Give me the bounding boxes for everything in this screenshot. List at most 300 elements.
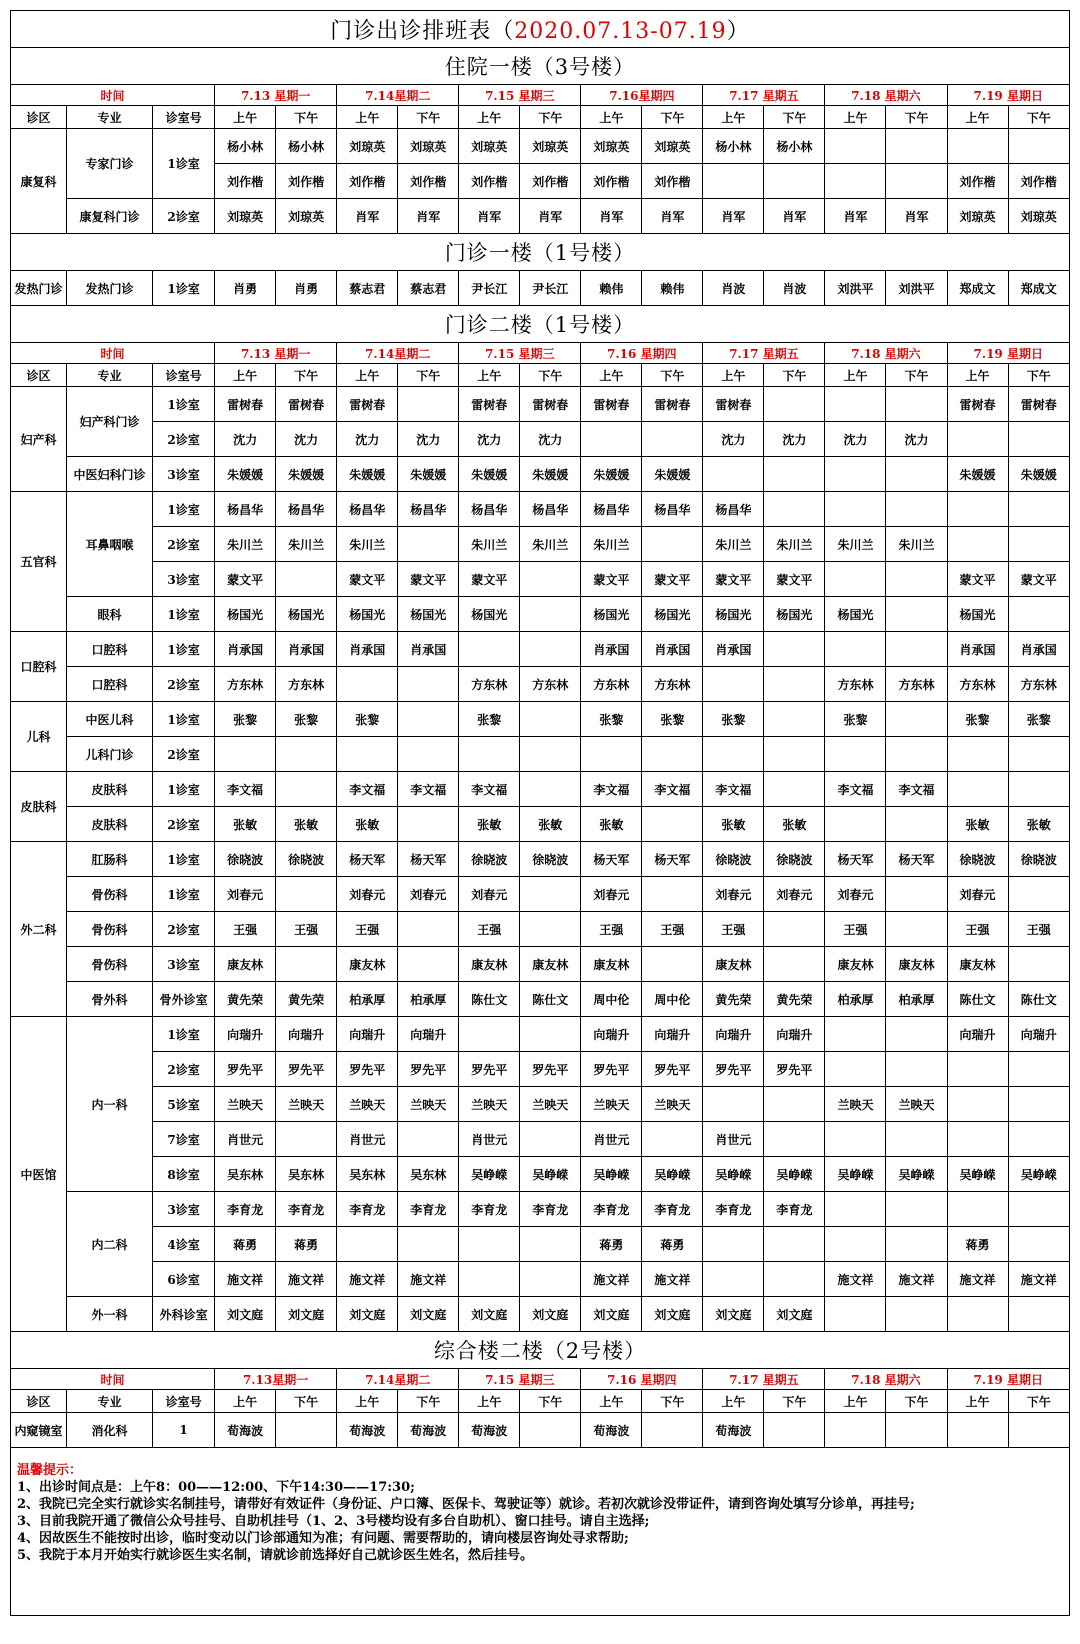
doctor-cell xyxy=(337,667,398,702)
doctor-cell: 李育龙 xyxy=(276,1192,337,1227)
doctor-cell: 杨国光 xyxy=(337,597,398,632)
doctor-cell: 蒋勇 xyxy=(276,1227,337,1262)
doctor-cell: 李育龙 xyxy=(581,1192,642,1227)
doctor-cell: 杨国光 xyxy=(276,597,337,632)
section-title: 门诊一楼（1号楼） xyxy=(11,234,1070,271)
pm-header: 下午 xyxy=(764,364,825,387)
doctor-cell: 沈力 xyxy=(276,422,337,457)
spec-cell: 口腔科 xyxy=(67,667,153,702)
doctor-cell: 向瑞升 xyxy=(764,1017,825,1052)
doctor-cell: 向瑞升 xyxy=(642,1017,703,1052)
doctor-cell xyxy=(825,457,886,492)
time-label: 时间 xyxy=(11,85,215,106)
day-header: 7.19 星期日 xyxy=(947,343,1070,364)
doctor-cell: 王强 xyxy=(1008,912,1069,947)
doctor-cell: 周中伦 xyxy=(642,982,703,1017)
doctor-cell: 朱媛媛 xyxy=(459,457,520,492)
doctor-cell xyxy=(947,772,1008,807)
doctor-cell: 杨国光 xyxy=(825,597,886,632)
spec-cell: 骨伤科 xyxy=(67,877,153,912)
doctor-cell: 向瑞升 xyxy=(703,1017,764,1052)
doctor-cell: 方东林 xyxy=(520,667,581,702)
room-cell: 2诊室 xyxy=(153,912,215,947)
spec-cell: 肛肠科 xyxy=(67,842,153,877)
doctor-cell: 赖伟 xyxy=(581,271,642,306)
room-cell: 8诊室 xyxy=(153,1157,215,1192)
doctor-cell xyxy=(398,702,459,737)
doctor-cell: 吴峥嵘 xyxy=(825,1157,886,1192)
doctor-cell: 朱媛媛 xyxy=(642,457,703,492)
doctor-cell: 黄先荣 xyxy=(703,982,764,1017)
doctor-cell: 肖世元 xyxy=(703,1122,764,1157)
doctor-cell: 王强 xyxy=(337,912,398,947)
doctor-cell: 雷树春 xyxy=(581,387,642,422)
doctor-cell xyxy=(520,1413,581,1448)
am-header: 上午 xyxy=(337,364,398,387)
doctor-cell: 方东林 xyxy=(886,667,947,702)
doctor-cell xyxy=(1008,1192,1069,1227)
doctor-cell xyxy=(886,807,947,842)
doctor-cell xyxy=(215,737,276,772)
day-header: 7.16 星期四 xyxy=(581,1369,703,1390)
doctor-cell: 沈力 xyxy=(703,422,764,457)
doctor-cell: 康友林 xyxy=(825,947,886,982)
doctor-cell: 吴峥嵘 xyxy=(703,1157,764,1192)
doctor-cell: 王强 xyxy=(642,912,703,947)
doctor-cell: 张黎 xyxy=(642,702,703,737)
doctor-cell: 肖军 xyxy=(825,199,886,234)
day-header: 7.15 星期三 xyxy=(459,85,581,106)
doctor-cell: 王强 xyxy=(825,912,886,947)
doctor-cell: 杨天军 xyxy=(825,842,886,877)
doctor-cell: 刘琼英 xyxy=(459,129,520,164)
doctor-cell: 张敏 xyxy=(520,807,581,842)
doctor-cell xyxy=(764,667,825,702)
doctor-cell: 张敏 xyxy=(459,807,520,842)
doctor-cell: 朱川兰 xyxy=(886,527,947,562)
doctor-cell xyxy=(947,1192,1008,1227)
doctor-cell: 杨昌华 xyxy=(459,492,520,527)
notes-line: 5、我院于本月开始实行就诊医生实名制，请就诊前选择好自己就诊医生姓名，然后挂号。 xyxy=(17,1548,534,1563)
pm-header: 下午 xyxy=(764,106,825,129)
doctor-cell: 李育龙 xyxy=(337,1192,398,1227)
doctor-cell xyxy=(398,737,459,772)
doctor-cell: 蒋勇 xyxy=(215,1227,276,1262)
doctor-cell: 康友林 xyxy=(459,947,520,982)
doctor-cell: 沈力 xyxy=(520,422,581,457)
day-header: 7.16 星期四 xyxy=(581,343,703,364)
doctor-cell: 张黎 xyxy=(1008,702,1069,737)
dept-cell: 内窥镜室 xyxy=(11,1413,67,1448)
doctor-cell: 肖勇 xyxy=(215,271,276,306)
room-cell: 1诊室 xyxy=(153,702,215,737)
room-cell: 骨外诊室 xyxy=(153,982,215,1017)
doctor-cell: 刘作楷 xyxy=(1008,164,1069,199)
dept-cell: 五官科 xyxy=(11,492,67,632)
doctor-cell xyxy=(764,947,825,982)
doctor-cell: 肖承国 xyxy=(1008,632,1069,667)
doctor-cell: 肖承国 xyxy=(642,632,703,667)
doctor-cell xyxy=(764,912,825,947)
doctor-cell: 刘春元 xyxy=(215,877,276,912)
dept-cell: 发热门诊 xyxy=(11,271,67,306)
doctor-cell: 李文福 xyxy=(581,772,642,807)
doctor-cell: 朱川兰 xyxy=(764,527,825,562)
doctor-cell: 荀海波 xyxy=(581,1413,642,1448)
doctor-cell: 刘文庭 xyxy=(459,1297,520,1332)
doctor-cell: 兰映天 xyxy=(886,1087,947,1122)
doctor-cell: 张黎 xyxy=(581,702,642,737)
doctor-cell: 刘作楷 xyxy=(276,164,337,199)
doctor-cell: 王强 xyxy=(947,912,1008,947)
day-header: 7.18 星期六 xyxy=(825,1369,947,1390)
am-header: 上午 xyxy=(215,1390,276,1413)
spec-header: 专业 xyxy=(67,106,153,129)
doctor-cell xyxy=(459,1017,520,1052)
pm-header: 下午 xyxy=(276,1390,337,1413)
doctor-cell: 康友林 xyxy=(520,947,581,982)
doctor-cell: 康友林 xyxy=(703,947,764,982)
doctor-cell: 雷树春 xyxy=(947,387,1008,422)
doctor-cell: 赖伟 xyxy=(642,271,703,306)
doctor-cell: 康友林 xyxy=(581,947,642,982)
day-header: 7.15 星期三 xyxy=(459,343,581,364)
doctor-cell xyxy=(947,1122,1008,1157)
doctor-cell: 刘洪平 xyxy=(886,271,947,306)
room-cell: 2诊室 xyxy=(153,199,215,234)
notes-line: 4、因故医生不能按时出诊，临时变动以门诊部通知为准；有问题、需要帮助的，请向楼层咨询处寻求帮助; xyxy=(17,1531,629,1546)
doctor-cell xyxy=(886,562,947,597)
doctor-cell xyxy=(276,877,337,912)
pm-header: 下午 xyxy=(1008,364,1069,387)
doctor-cell: 肖承国 xyxy=(398,632,459,667)
doctor-cell: 张黎 xyxy=(276,702,337,737)
day-header: 7.18 星期六 xyxy=(825,343,947,364)
doctor-cell: 刘春元 xyxy=(459,877,520,912)
doctor-cell: 方东林 xyxy=(215,667,276,702)
doctor-cell xyxy=(1008,1122,1069,1157)
doctor-cell: 杨天军 xyxy=(398,842,459,877)
doctor-cell: 吴峥嵘 xyxy=(1008,1157,1069,1192)
doctor-cell xyxy=(1008,597,1069,632)
doctor-cell: 肖勇 xyxy=(276,271,337,306)
doctor-cell: 刘作楷 xyxy=(215,164,276,199)
doctor-cell xyxy=(642,877,703,912)
doctor-cell: 刘作楷 xyxy=(642,164,703,199)
doctor-cell: 柏承厚 xyxy=(825,982,886,1017)
room-cell: 2诊室 xyxy=(153,737,215,772)
spec-cell: 中医妇科门诊 xyxy=(67,457,153,492)
doctor-cell: 罗先平 xyxy=(215,1052,276,1087)
spec-cell: 口腔科 xyxy=(67,632,153,667)
doctor-cell: 沈力 xyxy=(215,422,276,457)
day-header: 7.14星期二 xyxy=(337,1369,459,1390)
doctor-cell: 朱媛媛 xyxy=(276,457,337,492)
doctor-cell xyxy=(520,877,581,912)
doctor-cell: 罗先平 xyxy=(642,1052,703,1087)
doctor-cell: 刘琼英 xyxy=(642,129,703,164)
doctor-cell xyxy=(886,912,947,947)
room-cell: 3诊室 xyxy=(153,457,215,492)
room-cell: 2诊室 xyxy=(153,1052,215,1087)
doctor-cell xyxy=(825,1413,886,1448)
room-cell: 6诊室 xyxy=(153,1262,215,1297)
pm-header: 下午 xyxy=(398,106,459,129)
doctor-cell: 刘作楷 xyxy=(947,164,1008,199)
doctor-cell: 向瑞升 xyxy=(276,1017,337,1052)
doctor-cell: 吴东林 xyxy=(215,1157,276,1192)
doctor-cell xyxy=(947,422,1008,457)
doctor-cell xyxy=(642,1413,703,1448)
doctor-cell xyxy=(703,1227,764,1262)
doctor-cell xyxy=(642,527,703,562)
doctor-cell: 雷树春 xyxy=(337,387,398,422)
room-cell: 2诊室 xyxy=(153,527,215,562)
doctor-cell xyxy=(642,947,703,982)
doctor-cell: 施文祥 xyxy=(886,1262,947,1297)
doctor-cell xyxy=(825,562,886,597)
am-header: 上午 xyxy=(947,106,1008,129)
doctor-cell: 蔡志君 xyxy=(337,271,398,306)
doctor-cell: 王强 xyxy=(215,912,276,947)
doctor-cell: 朱川兰 xyxy=(215,527,276,562)
doctor-cell: 方东林 xyxy=(642,667,703,702)
doctor-cell: 罗先平 xyxy=(337,1052,398,1087)
doctor-cell: 杨昌华 xyxy=(703,492,764,527)
doctor-cell xyxy=(825,737,886,772)
room-cell: 1诊室 xyxy=(153,597,215,632)
doctor-cell: 李文福 xyxy=(215,772,276,807)
doctor-cell: 肖世元 xyxy=(337,1122,398,1157)
doctor-cell: 施文祥 xyxy=(276,1262,337,1297)
doctor-cell xyxy=(276,1122,337,1157)
doctor-cell: 雷树春 xyxy=(459,387,520,422)
doctor-cell: 张敏 xyxy=(703,807,764,842)
doctor-cell: 兰映天 xyxy=(459,1087,520,1122)
doctor-cell xyxy=(520,1017,581,1052)
doctor-cell: 刘文庭 xyxy=(520,1297,581,1332)
doctor-cell: 肖军 xyxy=(520,199,581,234)
doctor-cell xyxy=(398,1227,459,1262)
doctor-cell: 徐晓波 xyxy=(703,842,764,877)
doctor-cell: 李文福 xyxy=(886,772,947,807)
doctor-cell: 李文福 xyxy=(398,772,459,807)
doctor-cell: 刘春元 xyxy=(764,877,825,912)
doctor-cell xyxy=(1008,1087,1069,1122)
doctor-cell xyxy=(764,164,825,199)
spec-header: 专业 xyxy=(67,364,153,387)
day-header: 7.19 星期日 xyxy=(947,1369,1070,1390)
doctor-cell xyxy=(1008,129,1069,164)
doctor-cell: 吴东林 xyxy=(398,1157,459,1192)
doctor-cell: 蒙文平 xyxy=(398,562,459,597)
doctor-cell xyxy=(886,129,947,164)
doctor-cell: 王强 xyxy=(703,912,764,947)
doctor-cell xyxy=(886,1413,947,1448)
notes-panel xyxy=(10,1448,1070,1616)
day-header: 7.18 星期六 xyxy=(825,85,947,106)
pm-header: 下午 xyxy=(1008,1390,1069,1413)
doctor-cell: 杨国光 xyxy=(764,597,825,632)
spec-cell: 发热门诊 xyxy=(67,271,153,306)
doctor-cell: 黄先荣 xyxy=(276,982,337,1017)
pm-header: 下午 xyxy=(886,1390,947,1413)
doctor-cell: 沈力 xyxy=(764,422,825,457)
doctor-cell xyxy=(886,1192,947,1227)
doctor-cell xyxy=(337,1227,398,1262)
doctor-cell: 肖波 xyxy=(764,271,825,306)
doctor-cell: 沈力 xyxy=(825,422,886,457)
doctor-cell: 杨国光 xyxy=(947,597,1008,632)
doctor-cell: 施文祥 xyxy=(947,1262,1008,1297)
doctor-cell xyxy=(886,632,947,667)
doctor-cell: 肖军 xyxy=(398,199,459,234)
room-cell: 1诊室 xyxy=(153,492,215,527)
doctor-cell: 徐晓波 xyxy=(276,842,337,877)
doctor-cell xyxy=(886,737,947,772)
doctor-cell xyxy=(947,1087,1008,1122)
doctor-cell xyxy=(825,1122,886,1157)
doctor-cell xyxy=(276,772,337,807)
doctor-cell xyxy=(520,702,581,737)
doctor-cell: 刘文庭 xyxy=(398,1297,459,1332)
doctor-cell: 施文祥 xyxy=(215,1262,276,1297)
doctor-cell: 荀海波 xyxy=(215,1413,276,1448)
doctor-cell: 荀海波 xyxy=(398,1413,459,1448)
doctor-cell xyxy=(398,387,459,422)
room-cell: 外科诊室 xyxy=(153,1297,215,1332)
doctor-cell xyxy=(764,1122,825,1157)
doctor-cell: 肖承国 xyxy=(947,632,1008,667)
doctor-cell xyxy=(1008,877,1069,912)
doctor-cell: 杨昌华 xyxy=(581,492,642,527)
doctor-cell: 刘作楷 xyxy=(581,164,642,199)
doctor-cell: 李育龙 xyxy=(398,1192,459,1227)
am-header: 上午 xyxy=(215,364,276,387)
doctor-cell: 杨天军 xyxy=(337,842,398,877)
doctor-cell: 朱川兰 xyxy=(581,527,642,562)
doctor-cell: 吴峥嵘 xyxy=(764,1157,825,1192)
doctor-cell: 施文祥 xyxy=(642,1262,703,1297)
doctor-cell: 施文祥 xyxy=(398,1262,459,1297)
doctor-cell: 蒙文平 xyxy=(703,562,764,597)
doctor-cell xyxy=(825,1052,886,1087)
doctor-cell: 向瑞升 xyxy=(337,1017,398,1052)
doctor-cell: 徐晓波 xyxy=(520,842,581,877)
doctor-cell xyxy=(764,737,825,772)
doctor-cell: 康友林 xyxy=(337,947,398,982)
doctor-cell xyxy=(520,912,581,947)
pm-header: 下午 xyxy=(764,1390,825,1413)
doctor-cell: 肖承国 xyxy=(215,632,276,667)
doctor-cell: 张黎 xyxy=(947,702,1008,737)
area-header: 诊区 xyxy=(11,364,67,387)
doctor-cell: 徐晓波 xyxy=(947,842,1008,877)
dept-cell: 中医馆 xyxy=(11,1017,67,1332)
doctor-cell: 李文福 xyxy=(825,772,886,807)
notes-line: 3、目前我院开通了微信公众号挂号、自助机挂号（1、2、3号楼均设有多台自助机）、窗口挂号。请自主选择; xyxy=(17,1514,650,1529)
doctor-cell: 向瑞升 xyxy=(947,1017,1008,1052)
room-cell: 5诊室 xyxy=(153,1087,215,1122)
doctor-cell xyxy=(459,632,520,667)
doctor-cell xyxy=(276,562,337,597)
doctor-cell: 康友林 xyxy=(947,947,1008,982)
doctor-cell: 陈仕文 xyxy=(459,982,520,1017)
doctor-cell xyxy=(398,947,459,982)
pm-header: 下午 xyxy=(642,364,703,387)
doctor-cell: 尹长江 xyxy=(459,271,520,306)
doctor-cell: 李育龙 xyxy=(764,1192,825,1227)
doctor-cell: 蒙文平 xyxy=(642,562,703,597)
pm-header: 下午 xyxy=(520,106,581,129)
time-label: 时间 xyxy=(11,1369,215,1390)
doctor-cell: 刘文庭 xyxy=(581,1297,642,1332)
doctor-cell xyxy=(520,597,581,632)
doctor-cell: 杨国光 xyxy=(459,597,520,632)
doctor-cell: 肖世元 xyxy=(581,1122,642,1157)
am-header: 上午 xyxy=(337,106,398,129)
room-cell: 3诊室 xyxy=(153,562,215,597)
doctor-cell: 吴峥嵘 xyxy=(886,1157,947,1192)
doctor-cell: 肖军 xyxy=(764,199,825,234)
page-title xyxy=(11,11,1070,48)
am-header: 上午 xyxy=(459,364,520,387)
doctor-cell: 杨小林 xyxy=(764,129,825,164)
doctor-cell: 刘文庭 xyxy=(764,1297,825,1332)
doctor-cell: 李育龙 xyxy=(642,1192,703,1227)
room-cell: 2诊室 xyxy=(153,807,215,842)
doctor-cell: 肖承国 xyxy=(703,632,764,667)
doctor-cell: 肖世元 xyxy=(459,1122,520,1157)
pm-header: 下午 xyxy=(520,364,581,387)
doctor-cell: 刘文庭 xyxy=(215,1297,276,1332)
doctor-cell: 杨国光 xyxy=(581,597,642,632)
doctor-cell: 杨昌华 xyxy=(215,492,276,527)
am-header: 上午 xyxy=(703,1390,764,1413)
doctor-cell: 刘琼英 xyxy=(1008,199,1069,234)
doctor-cell: 吴峥嵘 xyxy=(947,1157,1008,1192)
spec-cell: 妇产科门诊 xyxy=(67,387,153,457)
doctor-cell xyxy=(459,1262,520,1297)
doctor-cell: 刘文庭 xyxy=(642,1297,703,1332)
doctor-cell xyxy=(825,1192,886,1227)
doctor-cell: 杨昌华 xyxy=(520,492,581,527)
doctor-cell: 王强 xyxy=(581,912,642,947)
doctor-cell: 罗先平 xyxy=(459,1052,520,1087)
doctor-cell: 王强 xyxy=(276,912,337,947)
room-cell: 1诊室 xyxy=(153,1017,215,1052)
doctor-cell: 张敏 xyxy=(764,807,825,842)
doctor-cell xyxy=(1008,1413,1069,1448)
doctor-cell: 蒙文平 xyxy=(215,562,276,597)
doctor-cell xyxy=(520,1122,581,1157)
doctor-cell xyxy=(764,457,825,492)
doctor-cell: 刘作楷 xyxy=(520,164,581,199)
doctor-cell xyxy=(886,1052,947,1087)
doctor-cell: 雷树春 xyxy=(703,387,764,422)
doctor-cell: 刘春元 xyxy=(947,877,1008,912)
spec-cell: 中医儿科 xyxy=(67,702,153,737)
am-header: 上午 xyxy=(215,106,276,129)
section-title: 住院一楼（3号楼） xyxy=(11,48,1070,85)
doctor-cell: 蒙文平 xyxy=(764,562,825,597)
section-title: 综合楼二楼（2号楼） xyxy=(11,1332,1070,1369)
spec-cell: 骨伤科 xyxy=(67,947,153,982)
doctor-cell: 刘春元 xyxy=(581,877,642,912)
doctor-cell: 朱川兰 xyxy=(276,527,337,562)
spec-cell: 消化科 xyxy=(67,1413,153,1448)
doctor-cell xyxy=(642,422,703,457)
